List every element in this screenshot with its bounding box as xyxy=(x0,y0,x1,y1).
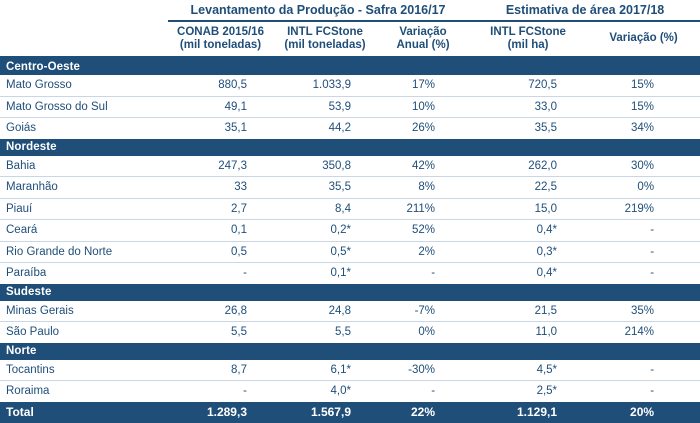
row-intl-area: 0,3* xyxy=(469,241,587,263)
header-col-area-variation-line1: Variação (%) xyxy=(609,32,678,45)
row-annual-variation: 8% xyxy=(377,177,469,199)
row-area-variation: 30% xyxy=(587,156,700,177)
row-conab: 49,1 xyxy=(168,96,273,118)
row-intl-production: 5,5 xyxy=(335,326,351,339)
header-region-blank xyxy=(0,21,168,57)
row-intl-area: 0,4* xyxy=(469,220,587,242)
section-label-centro-oeste: Centro-Oeste xyxy=(0,57,700,75)
row-conab: 26,8 xyxy=(168,301,273,322)
header-col-conab-line1: CONAB 2015/16 xyxy=(177,25,264,38)
row-intl-production: 24,8 xyxy=(273,301,377,322)
row-intl-area: 2,5* xyxy=(536,385,558,398)
row-area-variation: - xyxy=(650,385,655,398)
row-conab: 0,1 xyxy=(168,220,273,242)
row-annual-variation: 42% xyxy=(377,156,469,177)
header-col-intl-production-line2: (mil toneladas) xyxy=(284,39,366,51)
row-annual-variation: 0% xyxy=(418,326,436,339)
row-intl-area: 15,0 xyxy=(469,198,587,220)
row-intl-production: 1.033,9 xyxy=(273,75,377,96)
row-area-variation: - xyxy=(650,267,655,280)
table-body xyxy=(0,57,700,423)
header-col-annual-variation xyxy=(377,21,469,57)
total-conab: 1.289,3 xyxy=(168,402,273,423)
header-col-area-variation xyxy=(587,21,700,57)
row-intl-area: 720,5 xyxy=(469,75,587,96)
row-annual-variation: 17% xyxy=(377,75,469,96)
row-intl-area: 35,5 xyxy=(534,122,558,135)
row-area-variation: 0% xyxy=(587,177,700,199)
row-intl-area: 33,0 xyxy=(469,96,587,118)
row-area-variation: 15% xyxy=(587,96,700,118)
row-area-variation: 214% xyxy=(624,326,655,339)
row-conab: 247,3 xyxy=(168,156,273,177)
table-row xyxy=(0,220,700,242)
row-conab: 5,5 xyxy=(231,326,247,339)
row-area-variation: - xyxy=(587,360,700,381)
row-intl-production: 6,1* xyxy=(273,360,377,381)
row-region: Maranhão xyxy=(0,177,168,199)
row-intl-area: 0,4* xyxy=(536,267,558,280)
table-row xyxy=(0,96,700,118)
row-conab: 0,5 xyxy=(168,241,273,263)
row-region: Tocantins xyxy=(0,360,168,381)
table-row xyxy=(0,118,700,139)
row-intl-area: 4,5* xyxy=(469,360,587,381)
row-area-variation: 219% xyxy=(587,198,700,220)
header-corner-blank xyxy=(0,0,168,21)
row-intl-production: 53,9 xyxy=(273,96,377,118)
row-region: Roraima xyxy=(6,385,50,398)
section-header-row xyxy=(0,284,700,301)
total-intl-area: 1.129,1 xyxy=(469,402,587,423)
row-conab: - xyxy=(243,267,247,280)
total-row xyxy=(0,402,700,423)
table-row xyxy=(0,241,700,263)
table-row xyxy=(0,263,700,284)
row-conab: 35,1 xyxy=(224,122,247,135)
row-intl-area: 11,0 xyxy=(535,326,558,339)
row-intl-area: 21,5 xyxy=(469,301,587,322)
table-row xyxy=(0,198,700,220)
row-conab: 33 xyxy=(168,177,273,199)
row-area-variation: - xyxy=(587,241,700,263)
row-region: Ceará xyxy=(0,220,168,242)
row-annual-variation: 10% xyxy=(377,96,469,118)
header-col-annual-variation-line1: Variação xyxy=(399,25,447,38)
row-area-variation: 35% xyxy=(587,301,700,322)
table-row xyxy=(0,322,700,343)
row-intl-area: 262,0 xyxy=(469,156,587,177)
table-row xyxy=(0,156,700,177)
row-area-variation: - xyxy=(587,220,700,242)
section-header-row xyxy=(0,57,700,75)
row-annual-variation: - xyxy=(431,385,436,398)
table-row xyxy=(0,177,700,199)
header-col-intl-area xyxy=(469,21,587,57)
header-col-intl-area-line2: (mil ha) xyxy=(507,39,549,51)
table-row xyxy=(0,301,700,322)
row-conab: - xyxy=(243,385,247,398)
header-col-intl-production xyxy=(273,21,377,57)
row-intl-production: 8,4 xyxy=(273,198,377,220)
row-intl-production: 0,5* xyxy=(273,241,377,263)
total-intl-production: 1.567,9 xyxy=(273,402,377,423)
row-annual-variation: -30% xyxy=(377,360,469,381)
row-annual-variation: 26% xyxy=(412,122,436,135)
row-region: Mato Grosso do Sul xyxy=(0,96,168,118)
header-col-intl-production-line1: INTL FCStone xyxy=(287,25,363,38)
total-label: Total xyxy=(0,402,168,423)
row-intl-production: 350,8 xyxy=(273,156,377,177)
row-annual-variation: 52% xyxy=(377,220,469,242)
row-intl-production: 35,5 xyxy=(273,177,377,199)
row-annual-variation: -7% xyxy=(377,301,469,322)
header-group-production: Levantamento da Produção - Safra 2016/17 xyxy=(168,0,469,21)
table-header xyxy=(0,0,700,57)
section-header-row xyxy=(0,139,700,156)
row-region: São Paulo xyxy=(6,326,60,339)
row-conab: 8,7 xyxy=(168,360,273,381)
header-col-conab-line2: (mil toneladas) xyxy=(179,39,262,51)
section-label-norte: Norte xyxy=(0,343,700,360)
row-region: Paraíba xyxy=(6,267,47,280)
total-area-variation: 20% xyxy=(587,402,700,423)
row-intl-production: 0,1* xyxy=(330,267,351,280)
row-intl-area: 22,5 xyxy=(469,177,587,199)
row-region: Minas Gerais xyxy=(0,301,168,322)
header-group-row xyxy=(0,0,700,21)
row-area-variation: 15% xyxy=(587,75,700,96)
row-annual-variation: - xyxy=(431,267,436,280)
header-col-intl-area-line1: INTL FCStone xyxy=(490,25,566,38)
row-area-variation: 34% xyxy=(631,122,655,135)
row-region: Bahia xyxy=(0,156,168,177)
header-col-annual-variation-line2: Anual (%) xyxy=(396,39,450,51)
total-annual-variation: 22% xyxy=(377,402,469,423)
row-region: Rio Grande do Norte xyxy=(0,241,168,263)
table-row xyxy=(0,75,700,96)
row-intl-production: 0,2* xyxy=(273,220,377,242)
section-header-row xyxy=(0,343,700,360)
row-region: Mato Grosso xyxy=(0,75,168,96)
row-annual-variation: 2% xyxy=(377,241,469,263)
row-region: Piauí xyxy=(0,198,168,220)
section-label-nordeste: Nordeste xyxy=(0,139,700,156)
row-conab: 2,7 xyxy=(168,198,273,220)
header-group-area: Estimativa de área 2017/18 xyxy=(469,0,700,21)
row-region: Goiás xyxy=(6,122,37,135)
header-col-conab xyxy=(168,21,273,57)
row-annual-variation: 211% xyxy=(377,198,469,220)
header-subcolumn-row xyxy=(0,21,700,57)
table-row xyxy=(0,381,700,402)
row-intl-production: 44,2 xyxy=(328,122,351,135)
table-row xyxy=(0,360,700,381)
section-label-sudeste: Sudeste xyxy=(0,284,700,301)
row-intl-production: 4,0* xyxy=(330,385,351,398)
row-conab: 880,5 xyxy=(168,75,273,96)
